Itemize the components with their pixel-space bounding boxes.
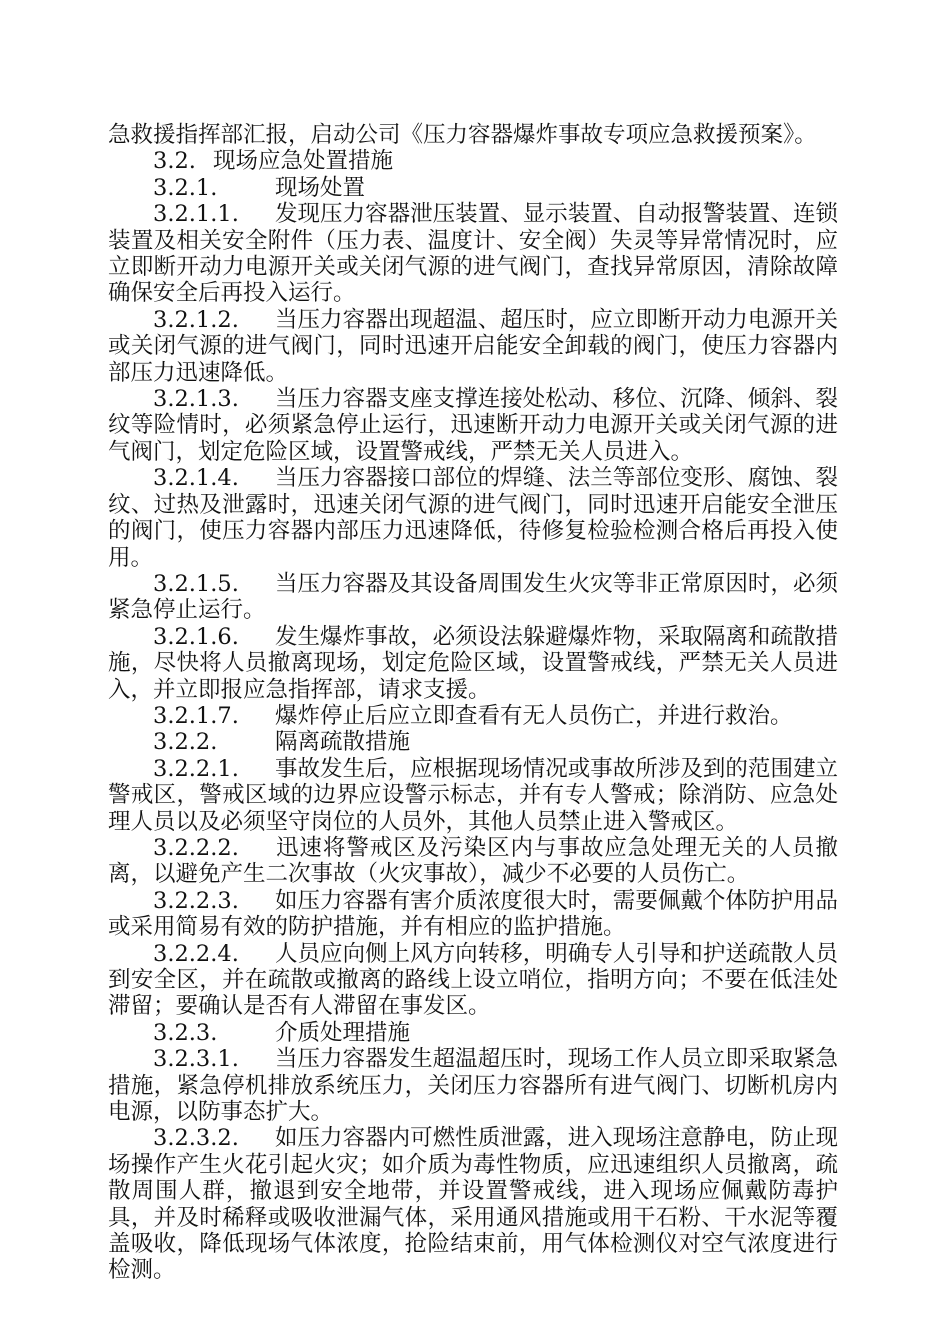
section-3-2-2 [108, 729, 838, 755]
section-number: 3.2.2. [153, 729, 218, 756]
section-body: 发生爆炸事故，必须设法躲避爆炸物，采取隔离和疏散措施，尽快将人员撤离现场，划定危险区域，设置警戒线，严禁无关人员进入，并立即报应急指挥部，请求支援。 [108, 623, 838, 703]
section-3-2-1 [108, 175, 838, 201]
section-number: 3.2.1.4. [153, 465, 239, 492]
section-body: 当压力容器出现超温、超压时，应立即断开动力电源开关或关闭气源的进气阀门，同时迅速开启能安全卸载的阀门，使压力容器内部压力迅速降低。 [108, 306, 838, 386]
section-body: 当压力容器支座支撑连接处松动、移位、沉降、倾斜、裂纹等险情时，必须紧急停止运行，迅速断开动力电源开关或关闭气源的进气阀门，划定危险区域，设置警戒线，严禁无关人员进入。 [108, 386, 838, 465]
section-3-2-2-4 [108, 941, 838, 1020]
document-page [108, 122, 838, 1284]
section-3-2-1-6 [108, 624, 838, 703]
section-number: 3.2.2.4. [153, 940, 239, 967]
section-number: 3.2.1.1. [153, 201, 239, 228]
section-body: 当压力容器接口部位的焊缝、法兰等部位变形、腐蚀、裂纹、过热及泄露时，迅速关闭气源的进气阀门，同时迅速开启能安全泄压的阀门，使压力容器内部压力迅速降低，待修复检验检测合格后再投入使用。 [108, 465, 838, 571]
section-3-2-2-2 [108, 835, 838, 888]
section-3-2-3 [108, 1020, 838, 1046]
section-3-2-1-5 [108, 571, 838, 624]
section-body: 如压力容器内可燃性质泄露，进入现场注意静电，防止现场操作产生火花引起火灾；如介质为毒性物质，应迅速组织人员撤离，疏散周围人群，撤退到安全地带，并设置警戒线，进入现场应佩戴防毒护具，并及时稀释或吸收泄漏气体，采用通风措施或用干石粉、干水泥等覆盖吸收，降低现场气体浓度，抢险结束前，用气体检测仪对空气浓度进行检测。 [108, 1125, 838, 1284]
section-number: 3.2. [153, 148, 196, 175]
section-3-2-2-3 [108, 888, 838, 941]
section-number: 3.2.3. [153, 1019, 218, 1046]
section-number: 3.2.1.2. [153, 306, 239, 333]
section-number: 3.2.1.7. [153, 702, 239, 729]
section-number: 3.2.2.2. [153, 834, 239, 861]
section-heading: 隔离疏散措施 [275, 729, 411, 756]
section-3-2-2-1 [108, 756, 838, 835]
section-heading: 现场处置 [275, 174, 366, 201]
section-3-2-3-2 [108, 1125, 838, 1283]
section-number: 3.2.1.3. [153, 386, 239, 413]
opening-paragraph: 急救援指挥部汇报，启动公司《压力容器爆炸事故专项应急救援预案》。 [108, 122, 817, 148]
section-3-2-3-1 [108, 1046, 838, 1125]
section-body: 人员应向侧上风方向转移，明确专人引导和护送疏散人员到安全区，并在疏散或撤离的路线上设立哨位，指明方向；不要在低洼处滞留；要确认是否有人滞留在事发区。 [108, 940, 838, 1020]
section-number: 3.2.2.3. [153, 887, 239, 914]
section-number: 3.2.1.6. [153, 623, 239, 650]
section-heading: 现场应急处置措施 [213, 148, 394, 175]
section-3-2 [108, 148, 838, 174]
section-body: 当压力容器及其设备周围发生火灾等非正常原因时，必须紧急停止运行。 [108, 570, 838, 624]
section-number: 3.2.3.1. [153, 1046, 239, 1073]
section-number: 3.2.1.5. [153, 570, 239, 597]
section-body: 爆炸停止后应立即查看有无人员伤亡，并进行救治。 [275, 702, 793, 729]
section-3-2-1-1 [108, 201, 838, 307]
section-body: 发现压力容器泄压装置、显示装置、自动报警装置、连锁装置及相关安全附件（压力表、温度计、安全阀）失灵等异常情况时，应立即断开动力电源开关或关闭气源的进气阀门，查找异常原因，清除故障确保安全后再投入运行。 [108, 201, 838, 307]
section-3-2-1-4 [108, 465, 838, 571]
section-3-2-1-7 [108, 703, 838, 729]
section-3-2-1-2 [108, 307, 838, 386]
section-body: 如压力容器有害介质浓度很大时，需要佩戴个体防护用品或采用简易有效的防护措施，并有相应的监护措施。 [108, 887, 838, 941]
section-body: 当压力容器发生超温超压时，现场工作人员立即采取紧急措施，紧急停机排放系统压力，关闭压力容器所有进气阀门、切断机房内电源，以防事态扩大。 [108, 1046, 838, 1126]
section-heading: 介质处理措施 [275, 1019, 411, 1046]
section-body: 迅速将警戒区及污染区内与事故应急处理无关的人员撤离，以避免产生二次事故（火灾事故），减少不必要的人员伤亡。 [108, 834, 838, 888]
section-body: 事故发生后，应根据现场情况或事故所涉及到的范围建立警戒区，警戒区域的边界应设警示标志，并有专人警戒；除消防、应急处理人员以及必须坚守岗位的人员外，其他人员禁止进入警戒区。 [108, 755, 838, 835]
section-number: 3.2.1. [153, 174, 218, 201]
section-3-2-1-3 [108, 386, 838, 465]
section-number: 3.2.2.1. [153, 755, 239, 782]
section-number: 3.2.3.2. [153, 1125, 239, 1152]
